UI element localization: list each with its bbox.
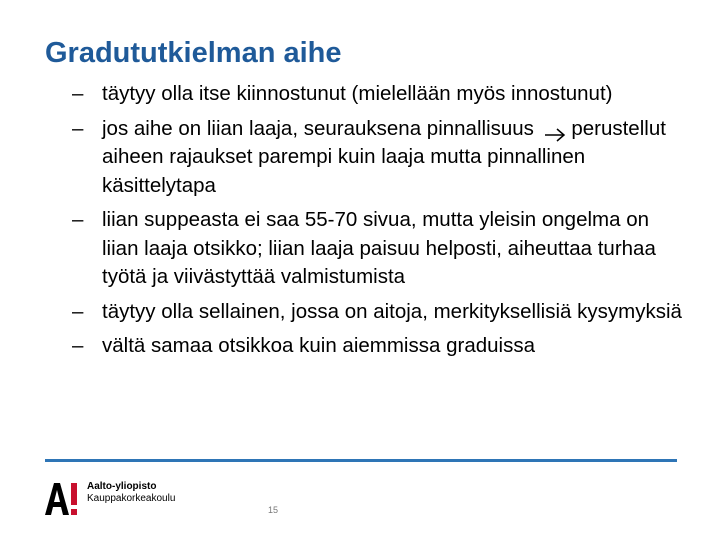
bullet-item xyxy=(72,332,692,361)
bullet-dash: – xyxy=(72,208,84,231)
bullet-dash: – xyxy=(72,299,84,323)
page-number: 15 xyxy=(268,505,279,515)
bullet-text: jos aihe on liian laaja, seurauksena pinnallisuus xyxy=(102,116,534,140)
bullet-text: täytyy olla sellainen, jossa on aitoja, merkityksellisiä kysymyksiä xyxy=(102,299,682,323)
footer-divider xyxy=(45,459,677,462)
bullet-dash: – xyxy=(72,116,84,140)
bullet-text: täytyy olla itse kiinnostunut (mielellään myös innostunut) xyxy=(102,82,613,105)
logo-line-university: Aalto-yliopisto xyxy=(87,481,157,492)
slide-title: Gradututkielman aihe xyxy=(45,37,342,69)
bullet-text-continued: perustellut aiheen rajaukset parempi kuin laaja mutta pinnallinen käsittelytapa xyxy=(102,116,666,197)
bullet-item xyxy=(72,80,692,109)
bullet-item xyxy=(72,298,692,327)
logo-line-school: Kauppakorkeakoulu xyxy=(87,493,176,504)
aalto-logo xyxy=(45,479,175,515)
bullet-text: liian suppeasta ei saa 55-70 sivua, mutta yleisin ongelma on liian laaja otsikko; liian laaja paisuu helposti, aiheuttaa turhaa työtä ja viivästyttää valmistumista xyxy=(102,208,656,288)
bullet-text: vältä samaa otsikkoa kuin aiemmissa graduissa xyxy=(102,334,535,357)
bullet-dash: – xyxy=(72,334,84,357)
arrow-right-icon xyxy=(544,122,566,136)
bullet-list xyxy=(72,80,692,367)
bullet-item xyxy=(72,206,692,292)
logo-mark xyxy=(45,479,79,515)
bullet-dash: – xyxy=(72,82,84,105)
bullet-item xyxy=(72,115,692,201)
logo-text xyxy=(87,481,175,505)
logo-mark-icon xyxy=(45,481,79,515)
